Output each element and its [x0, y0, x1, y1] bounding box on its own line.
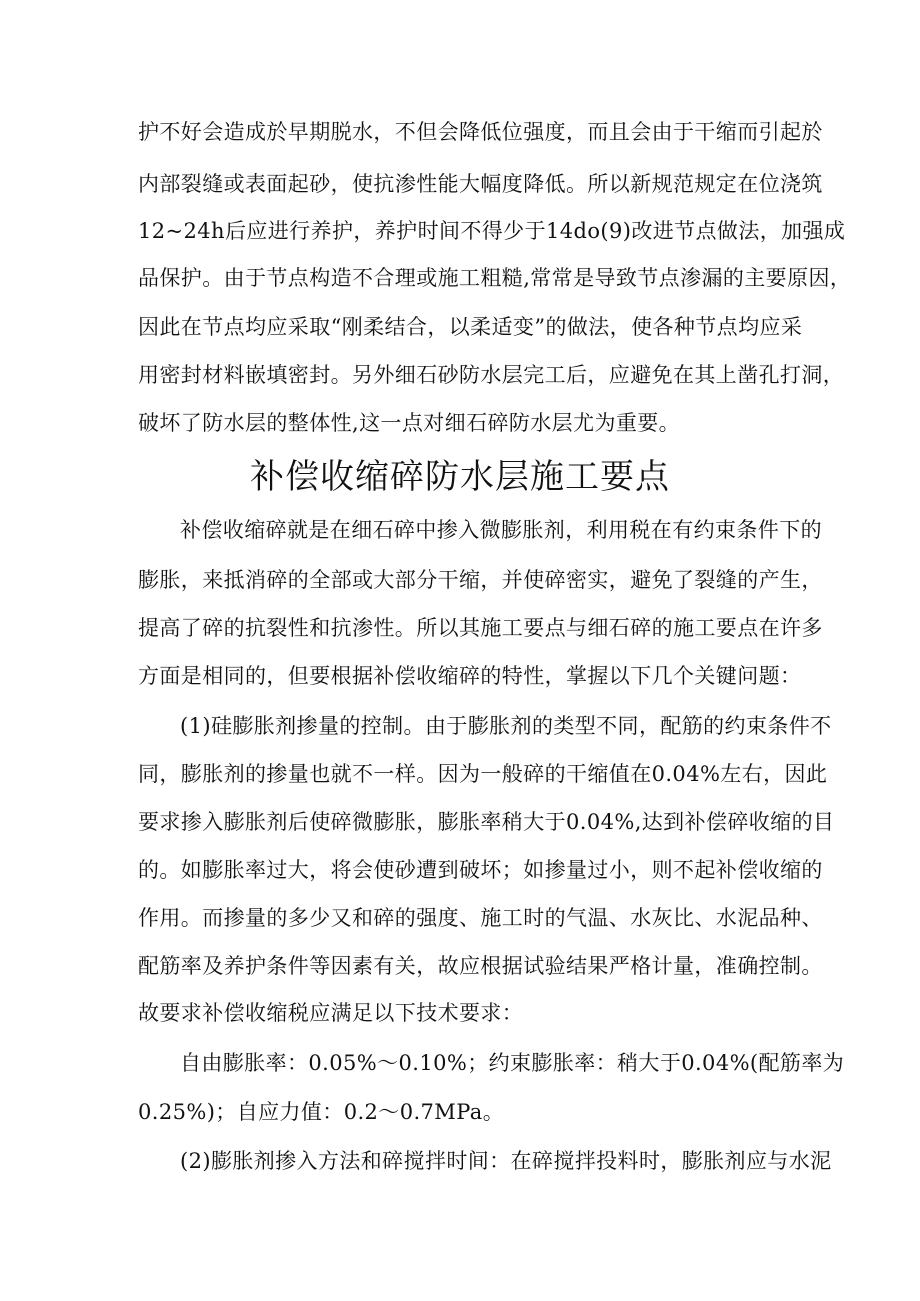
- paragraph-2-line: 补偿收缩碎就是在细石碎中掺入微膨胀剂，利用税在有约束条件下的: [180, 518, 822, 542]
- paragraph-1-line: 12~24h后应进行养护，养护时间不得少于14do(9)改进节点做法，加强成: [138, 219, 846, 243]
- paragraph-1-line: 用密封材料嵌填密封。另外细石砂防水层完工后，应避免在其上凿孔打洞，: [138, 363, 845, 387]
- paragraph-3-line: 故要求补偿收缩税应满足以下技术要求：: [138, 1001, 524, 1025]
- paragraph-1-line: 内部裂缝或表面起砂，使抗渗性能大幅度降低。所以新规范规定在位浇筑: [138, 172, 823, 196]
- paragraph-4-line: 自由膨胀率：0.05%～0.10%；约束膨胀率：稍大于0.04%(配筋率为: [180, 1051, 845, 1075]
- paragraph-3-line: 同，膨胀剂的掺量也就不一样。因为一般碎的干缩值在0.04%左右，因此: [138, 762, 828, 786]
- paragraph-5-line: (2)膨胀剂掺入方法和碎搅拌时间：在碎搅拌投料时，膨胀剂应与水泥: [180, 1149, 832, 1173]
- paragraph-3-line: 作用。而掺量的多少又和碎的强度、施工时的气温、水灰比、水泥品种、: [138, 906, 823, 930]
- paragraph-2-line: 提高了碎的抗裂性和抗渗性。所以其施工要点与细石碎的施工要点在许多: [138, 616, 823, 640]
- paragraph-2-line: 方面是相同的，但要根据补偿收缩碎的特性，掌握以下几个关键问题：: [138, 664, 802, 688]
- paragraph-1-line: 品保护。由于节点构造不合理或施工粗糙,常常是导致节点渗漏的主要原因，: [138, 266, 852, 290]
- paragraph-4-line: 0.25%)；自应力值：0.2～0.7MPa。: [138, 1100, 505, 1124]
- section-heading: 补偿收缩碎防水层施工要点: [250, 457, 670, 497]
- paragraph-3-line: 要求掺入膨胀剂后使碎微膨胀，膨胀率稍大于0.04%,达到补偿碎收缩的目: [138, 810, 835, 834]
- paragraph-1-line: 护不好会造成於早期脱水，不但会降低位强度，而且会由于干缩而引起於: [138, 120, 823, 144]
- paragraph-2-line: 膨胀，来抵消碎的全部或大部分干缩，并使碎密实，避免了裂缝的产生，: [138, 568, 823, 592]
- paragraph-3-line: 配筋率及养护条件等因素有关，故应根据试验结果严格计量，准确控制。: [138, 954, 823, 978]
- paragraph-1-line: 破坏了防水层的整体性,这一点对细石碎防水层尤为重要。: [138, 411, 681, 435]
- paragraph-3-line: (1)硅膨胀剂掺量的控制。由于膨胀剂的类型不同，配筋的约束条件不: [180, 714, 832, 738]
- paragraph-1-line: 因此在节点均应采取“刚柔结合，以柔适变”的做法，使各种节点均应采: [138, 315, 803, 339]
- paragraph-3-line: 的。如膨胀率过大，将会使砂遭到破坏；如掺量过小，则不起补偿收缩的: [138, 858, 823, 882]
